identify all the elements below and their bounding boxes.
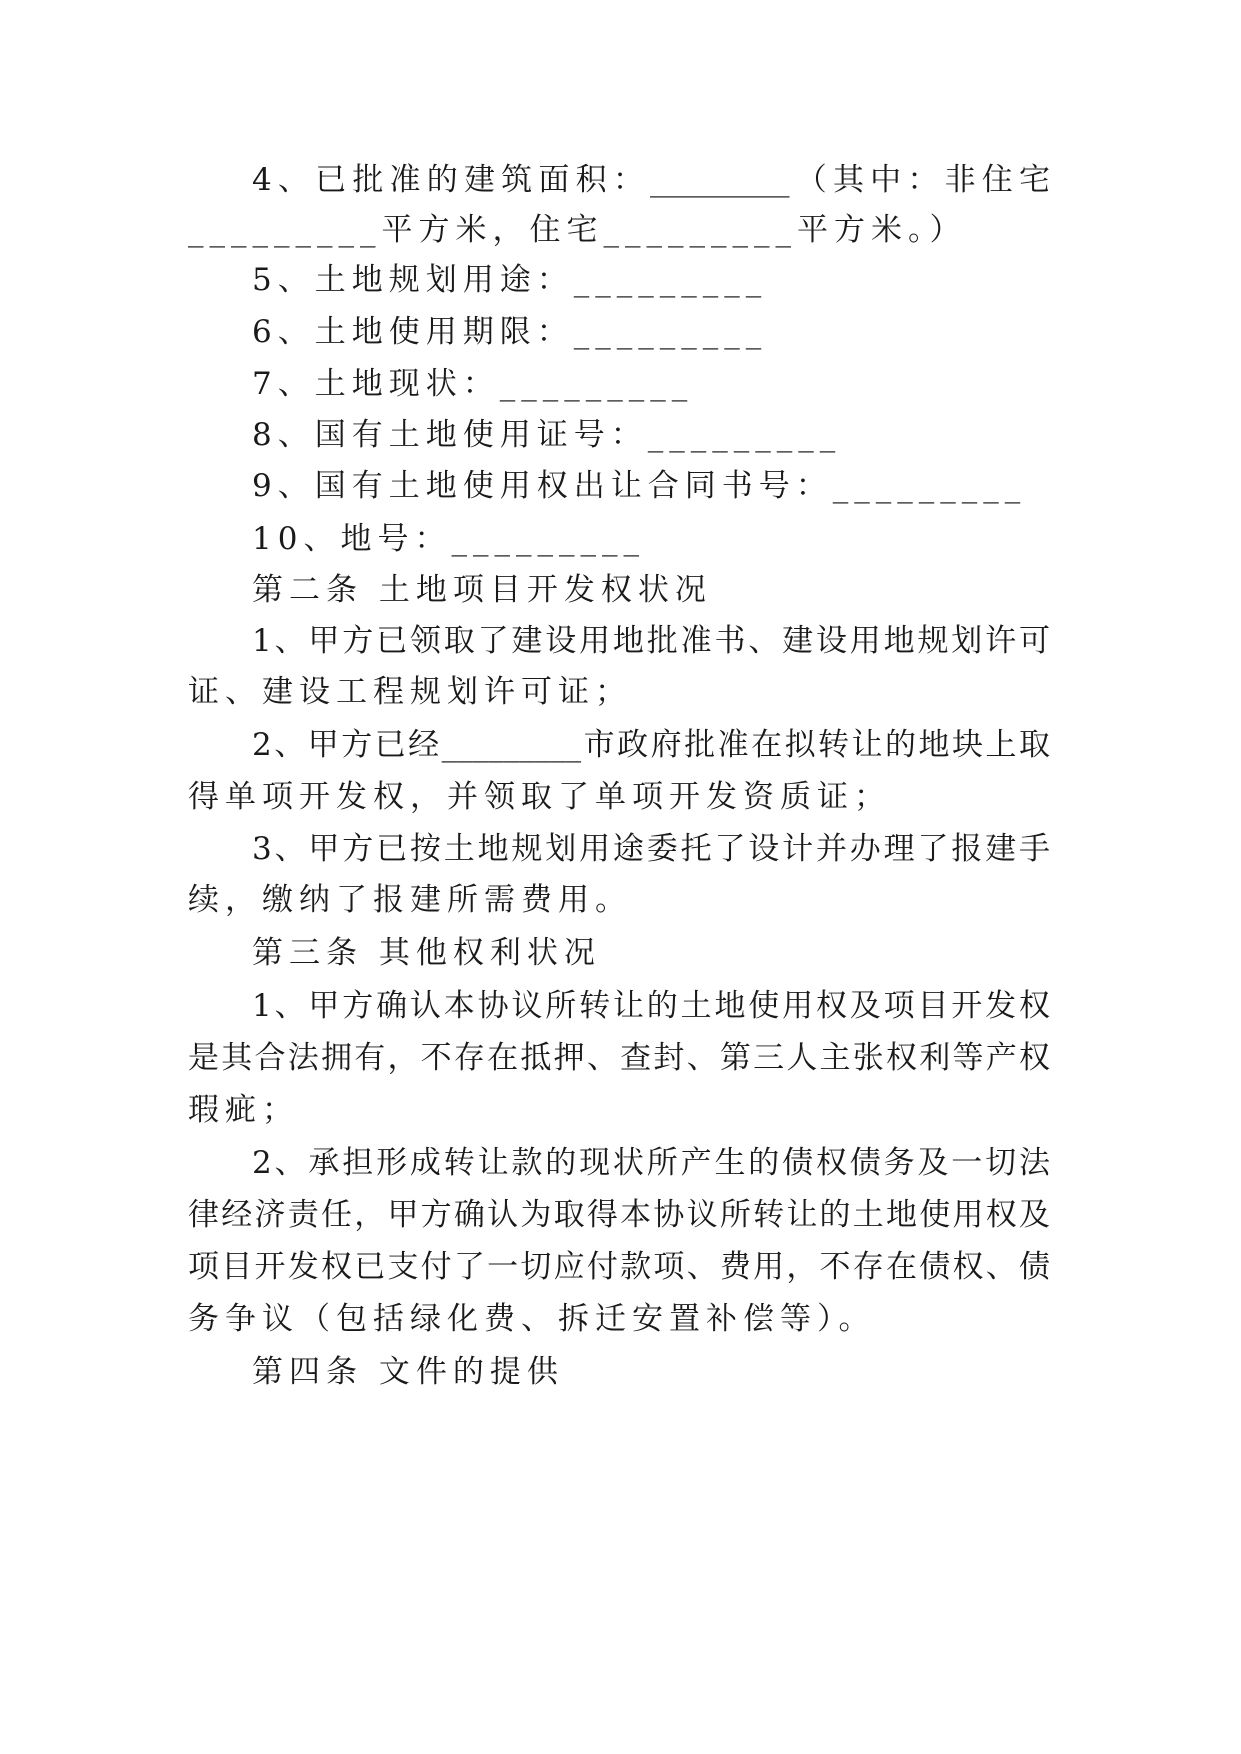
text-line: 10、地号：_________ [252, 521, 645, 557]
text-line: 1、甲方确认本协议所转让的土地使用权及项目开发权 [252, 988, 1050, 1024]
text-line: 5、土地规划用途：_________ [252, 262, 768, 298]
section-heading: 第三条 其他权利状况 [252, 935, 601, 971]
text-line: 1、甲方已领取了建设用地批准书、建设用地规划许可 [252, 623, 1050, 659]
text-line: 2、承担形成转让款的现状所产生的债权债务及一切法 [252, 1145, 1050, 1181]
text-line: 律经济责任，甲方确认为取得本协议所转让的土地使用权及 [188, 1197, 1050, 1233]
text-line: 8、国有土地使用证号：_________ [252, 417, 842, 453]
text-line: 务争议（包括绿化费、拆迁安置补偿等）。 [188, 1301, 876, 1337]
text-line: 瑕疵； [188, 1092, 299, 1128]
text-line: 得单项开发权，并领取了单项开发资质证； [188, 779, 891, 815]
text-line: 6、土地使用期限：_________ [252, 314, 768, 350]
text-line: 4、已批准的建筑面积：_________（其中：非住宅 [252, 162, 1050, 198]
text-line: 2、甲方已经_________市政府批准在拟转让的地块上取 [252, 727, 1050, 763]
text-line: 续，缴纳了报建所需费用。 [188, 882, 632, 918]
text-line: 3、甲方已按土地规划用途委托了设计并办理了报建手 [252, 831, 1050, 867]
text-line: 项目开发权已支付了一切应付款项、费用，不存在债权、债 [188, 1249, 1050, 1285]
section-heading: 第四条 文件的提供 [252, 1354, 564, 1390]
text-line: _________平方米，住宅_________平方米。） [188, 212, 967, 248]
text-line: 证、建设工程规划许可证； [188, 674, 632, 710]
text-line: 是其合法拥有，不存在抵押、查封、第三人主张权利等产权 [188, 1040, 1050, 1076]
text-line: 9、国有土地使用权出让合同书号：_________ [252, 468, 1027, 504]
text-line: 7、土地现状：_________ [252, 366, 694, 402]
section-heading: 第二条 土地项目开发权状况 [252, 572, 712, 608]
